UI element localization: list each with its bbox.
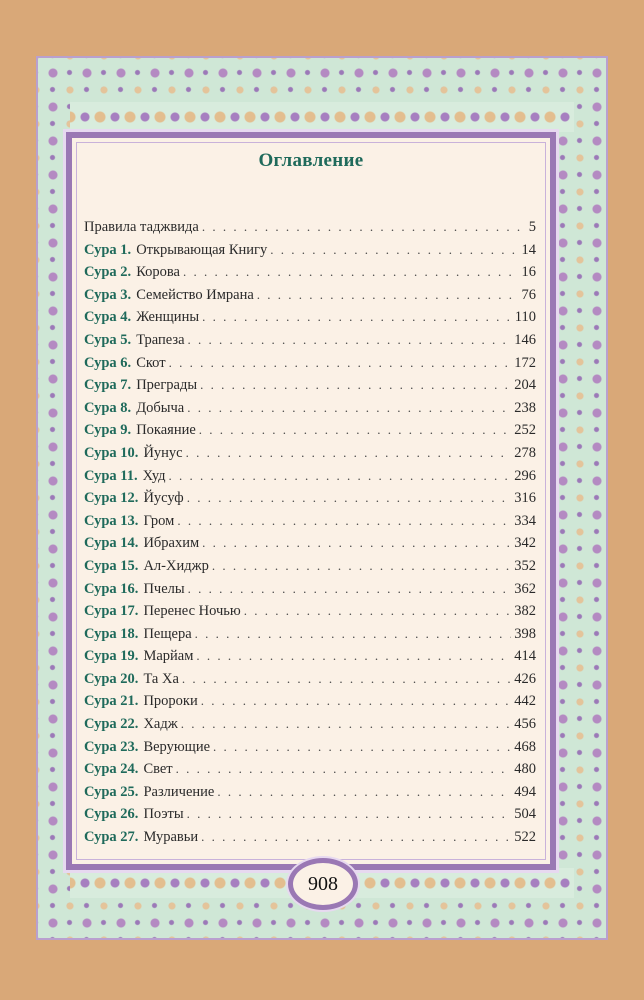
toc-entry-page: 14 (521, 241, 536, 258)
toc-entry[interactable] (84, 581, 536, 604)
toc-entry-page: 426 (514, 670, 536, 687)
dot-leader (202, 309, 512, 325)
toc-entry-number: Сура 15. (84, 557, 139, 574)
toc-entry-title: Трапеза (136, 331, 185, 348)
toc-entry[interactable] (84, 829, 536, 852)
toc-entry-number: Сура 14. (84, 535, 139, 552)
dot-leader (188, 332, 512, 348)
toc-entry-title: Хадж (143, 716, 178, 733)
toc-entry-number: Сура 26. (84, 806, 139, 823)
toc-entry-title: Ибрахим (143, 535, 200, 552)
toc-entry-title: Добыча (136, 399, 185, 416)
toc-entry-page: 334 (514, 512, 536, 529)
toc-entry[interactable] (84, 355, 536, 378)
toc-entry-number: Сура 5. (84, 331, 132, 348)
toc-entry-title: Покаяние (136, 422, 196, 439)
dot-leader (176, 761, 512, 777)
toc-entry[interactable] (84, 287, 536, 310)
toc-entry-page: 442 (514, 693, 536, 710)
toc-entry-number: Сура 22. (84, 716, 139, 733)
toc-entry[interactable] (84, 332, 536, 355)
dot-leader (188, 581, 512, 597)
toc-entry-number: Сура 23. (84, 738, 139, 755)
toc-entry-number: Сура 10. (84, 444, 139, 461)
toc-entry[interactable] (84, 716, 536, 739)
toc-entry-title: Преграды (136, 377, 198, 394)
toc-entry-number: Сура 9. (84, 422, 132, 439)
toc-entry-page: 398 (514, 625, 536, 642)
toc-entry-page: 146 (514, 331, 536, 348)
toc-entry-page: 278 (514, 444, 536, 461)
toc-entry[interactable] (84, 535, 536, 558)
toc-entry-title: Корова (136, 264, 180, 281)
toc-entry-page: 352 (514, 557, 536, 574)
toc-entry[interactable] (84, 603, 536, 626)
toc-entry-page: 362 (514, 580, 536, 597)
dot-leader (196, 648, 511, 664)
toc-entry[interactable] (84, 513, 536, 536)
toc-entry-number: Сура 25. (84, 783, 139, 800)
toc-entry-title: Худ (142, 467, 166, 484)
dot-leader (213, 739, 511, 755)
toc-entry-title: Муравьи (143, 829, 199, 846)
toc-entry-number: Сура 12. (84, 490, 139, 507)
toc-entry-number: Сура 8. (84, 399, 132, 416)
page-title: Оглавление (258, 150, 364, 171)
toc-entry-page: 480 (514, 761, 536, 778)
toc-entry-page: 382 (514, 603, 536, 620)
toc-entry[interactable] (84, 558, 536, 581)
toc-entry[interactable] (84, 626, 536, 649)
toc-entry[interactable] (84, 242, 536, 265)
toc-entry-number: Сура 2. (84, 264, 132, 281)
ornament-band-top (70, 102, 574, 132)
dot-leader (212, 558, 511, 574)
content-panel (66, 132, 556, 870)
toc-entry-title: Перенес Ночью (143, 603, 241, 620)
toc-entry-title: Верующие (143, 738, 211, 755)
toc-entry-number: Сура 13. (84, 512, 139, 529)
toc-entry-number: Сура 21. (84, 693, 139, 710)
dot-leader (257, 287, 519, 303)
toc-entry-number: Сура 7. (84, 377, 132, 394)
toc-entry[interactable] (84, 264, 536, 287)
toc-entry-page: 468 (514, 738, 536, 755)
dot-leader (186, 445, 512, 461)
dot-leader (201, 693, 512, 709)
toc-entry-title: Правила таджвида (84, 219, 199, 235)
toc-entry-number: Сура 11. (84, 467, 138, 484)
dot-leader (244, 603, 512, 619)
toc-entry[interactable] (84, 422, 536, 445)
toc-entry-number: Сура 6. (84, 354, 132, 371)
toc-entry-title: Поэты (143, 806, 184, 823)
dot-leader (202, 535, 511, 551)
dot-leader (202, 219, 526, 235)
toc-entry-number: Сура 19. (84, 648, 139, 665)
dot-leader (182, 671, 511, 687)
dot-leader (200, 377, 511, 393)
toc-entry-title: Пророки (143, 693, 198, 710)
toc-entry-number: Сура 3. (84, 286, 132, 303)
toc-entry-page: 5 (528, 219, 536, 235)
toc-entry[interactable] (84, 739, 536, 762)
toc-entry-page: 522 (514, 829, 536, 846)
toc-entry[interactable] (84, 693, 536, 716)
toc-entry-page: 296 (514, 467, 536, 484)
toc-entry-title: Различение (143, 783, 215, 800)
dot-leader (217, 784, 511, 800)
toc-entry-page: 252 (514, 422, 536, 439)
toc-entry-page: 172 (514, 354, 536, 371)
toc-entry[interactable] (84, 648, 536, 671)
dot-leader (177, 513, 511, 529)
toc-entry-title: Гром (143, 512, 175, 529)
dot-leader (169, 468, 512, 484)
toc-entry-page: 110 (514, 309, 536, 326)
dot-leader (187, 400, 511, 416)
toc-entry-page: 76 (521, 286, 536, 303)
dot-leader (199, 422, 511, 438)
toc-entry-page: 316 (514, 490, 536, 507)
toc-entry[interactable] (84, 490, 536, 513)
toc-entry-number: Сура 4. (84, 309, 132, 326)
page-number: 908 (288, 858, 358, 910)
toc-entry-number: Сура 1. (84, 241, 132, 258)
toc-entry[interactable] (84, 309, 536, 332)
dot-leader (183, 264, 519, 280)
toc-entry-number: Сура 16. (84, 580, 139, 597)
toc-entry-title: Свет (143, 761, 173, 778)
toc-entry-title: Ал-Хиджр (143, 557, 209, 574)
toc-entry[interactable] (84, 784, 536, 807)
toc-entry-title: Скот (136, 354, 166, 371)
toc-entry-title: Семейство Имрана (136, 286, 254, 303)
toc-entry[interactable] (84, 671, 536, 694)
toc-entry-title: Пещера (143, 625, 192, 642)
toc-entry-title: Йусуф (143, 490, 184, 507)
toc-entry-number: Сура 17. (84, 603, 139, 620)
dot-leader (195, 626, 512, 642)
toc-entry-number: Сура 27. (84, 829, 139, 846)
toc-entry-page: 342 (514, 535, 536, 552)
toc-entry[interactable] (84, 219, 536, 242)
toc-entry-page: 504 (514, 806, 536, 823)
toc-entry-title: Женщины (136, 309, 200, 326)
dot-leader (187, 806, 512, 822)
toc-entry[interactable] (84, 761, 536, 784)
toc-entry-title: Открывающая Книгу (136, 241, 268, 258)
toc-entry-title: Та Ха (143, 670, 179, 687)
toc-entry[interactable] (84, 468, 536, 491)
toc-entry-page: 238 (514, 399, 536, 416)
toc-entry-title: Пчелы (143, 580, 185, 597)
toc-entry-title: Йунус (143, 444, 183, 461)
toc-entry-title: Марйам (143, 648, 194, 665)
toc-entry-page: 494 (514, 783, 536, 800)
toc-entry-number: Сура 18. (84, 625, 139, 642)
toc-entry-page: 204 (514, 377, 536, 394)
table-of-contents (84, 219, 536, 852)
dot-leader (181, 716, 512, 732)
dot-leader (270, 242, 518, 258)
toc-entry[interactable] (84, 377, 536, 400)
toc-entry-page: 414 (514, 648, 536, 665)
toc-entry-page: 16 (521, 264, 536, 281)
dot-leader (187, 490, 512, 506)
toc-entry[interactable] (84, 806, 536, 829)
toc-entry-page: 456 (514, 716, 536, 733)
toc-entry-number: Сура 24. (84, 761, 139, 778)
toc-entry[interactable] (84, 445, 536, 468)
toc-entry-number: Сура 20. (84, 670, 139, 687)
toc-entry[interactable] (84, 400, 536, 423)
dot-leader (201, 829, 511, 845)
dot-leader (169, 355, 512, 371)
